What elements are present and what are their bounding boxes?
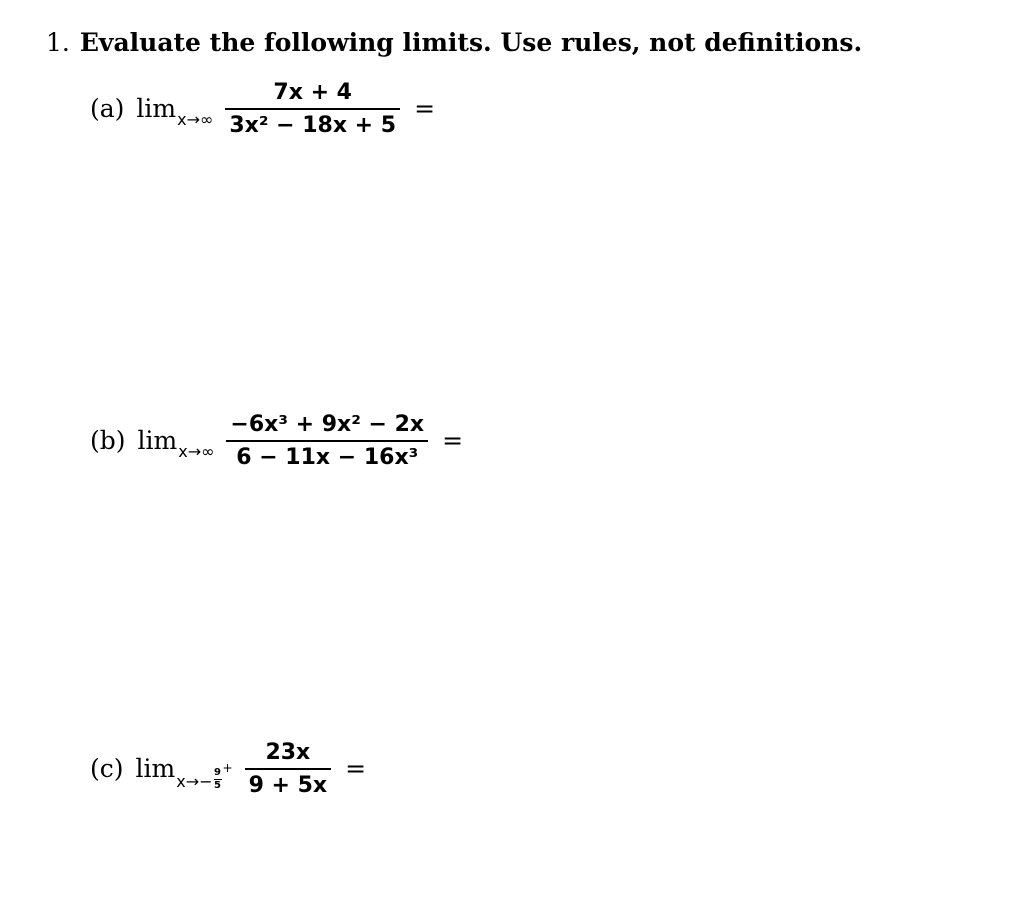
part-label-b: (b) bbox=[90, 426, 126, 456]
limit-operator-b bbox=[137, 426, 215, 462]
limit-part-b bbox=[90, 412, 463, 470]
lim-word: lim bbox=[136, 94, 177, 124]
fraction-a bbox=[225, 80, 400, 138]
equals-sign-b: = bbox=[442, 426, 464, 456]
limit-operator-a bbox=[136, 94, 214, 130]
numerator-a: 7x + 4 bbox=[273, 80, 352, 105]
denominator-b: 6 − 11x − 16x³ bbox=[236, 444, 419, 470]
limit-subscript-arrow-c: x→− bbox=[176, 772, 213, 792]
numerator-b: −6x³ + 9x² − 2x bbox=[230, 412, 425, 437]
denominator-c: 9 + 5x bbox=[248, 772, 328, 798]
lim-word: lim bbox=[135, 754, 176, 784]
problem-heading bbox=[46, 28, 862, 57]
numerator-c: 23x bbox=[265, 740, 311, 765]
problem-instruction: Evaluate the following limits. Use rules, not definitions. bbox=[79, 28, 863, 57]
lim-word: lim bbox=[137, 426, 178, 456]
part-label-c: (c) bbox=[90, 754, 124, 784]
equals-sign-c: = bbox=[345, 754, 367, 784]
limit-subscript-b: x→∞ bbox=[178, 442, 215, 462]
equals-sign-a: = bbox=[414, 94, 436, 124]
mini-fraction-numerator: 9 bbox=[214, 767, 221, 779]
problem-number: 1. bbox=[46, 28, 70, 57]
limit-part-c bbox=[90, 740, 366, 798]
fraction-b bbox=[226, 412, 428, 470]
limit-subscript-c bbox=[176, 761, 233, 792]
limit-subscript-fraction-c bbox=[214, 768, 222, 791]
limit-operator-c bbox=[135, 754, 233, 792]
mini-fraction-denominator: 5 bbox=[214, 780, 221, 792]
part-label-a: (a) bbox=[90, 94, 125, 124]
limit-subscript-a: x→∞ bbox=[177, 110, 214, 130]
denominator-a: 3x² − 18x + 5 bbox=[229, 112, 397, 138]
limit-part-a bbox=[90, 80, 435, 138]
fraction-c bbox=[245, 740, 332, 798]
limit-subscript-superscript-c: + bbox=[222, 761, 233, 776]
